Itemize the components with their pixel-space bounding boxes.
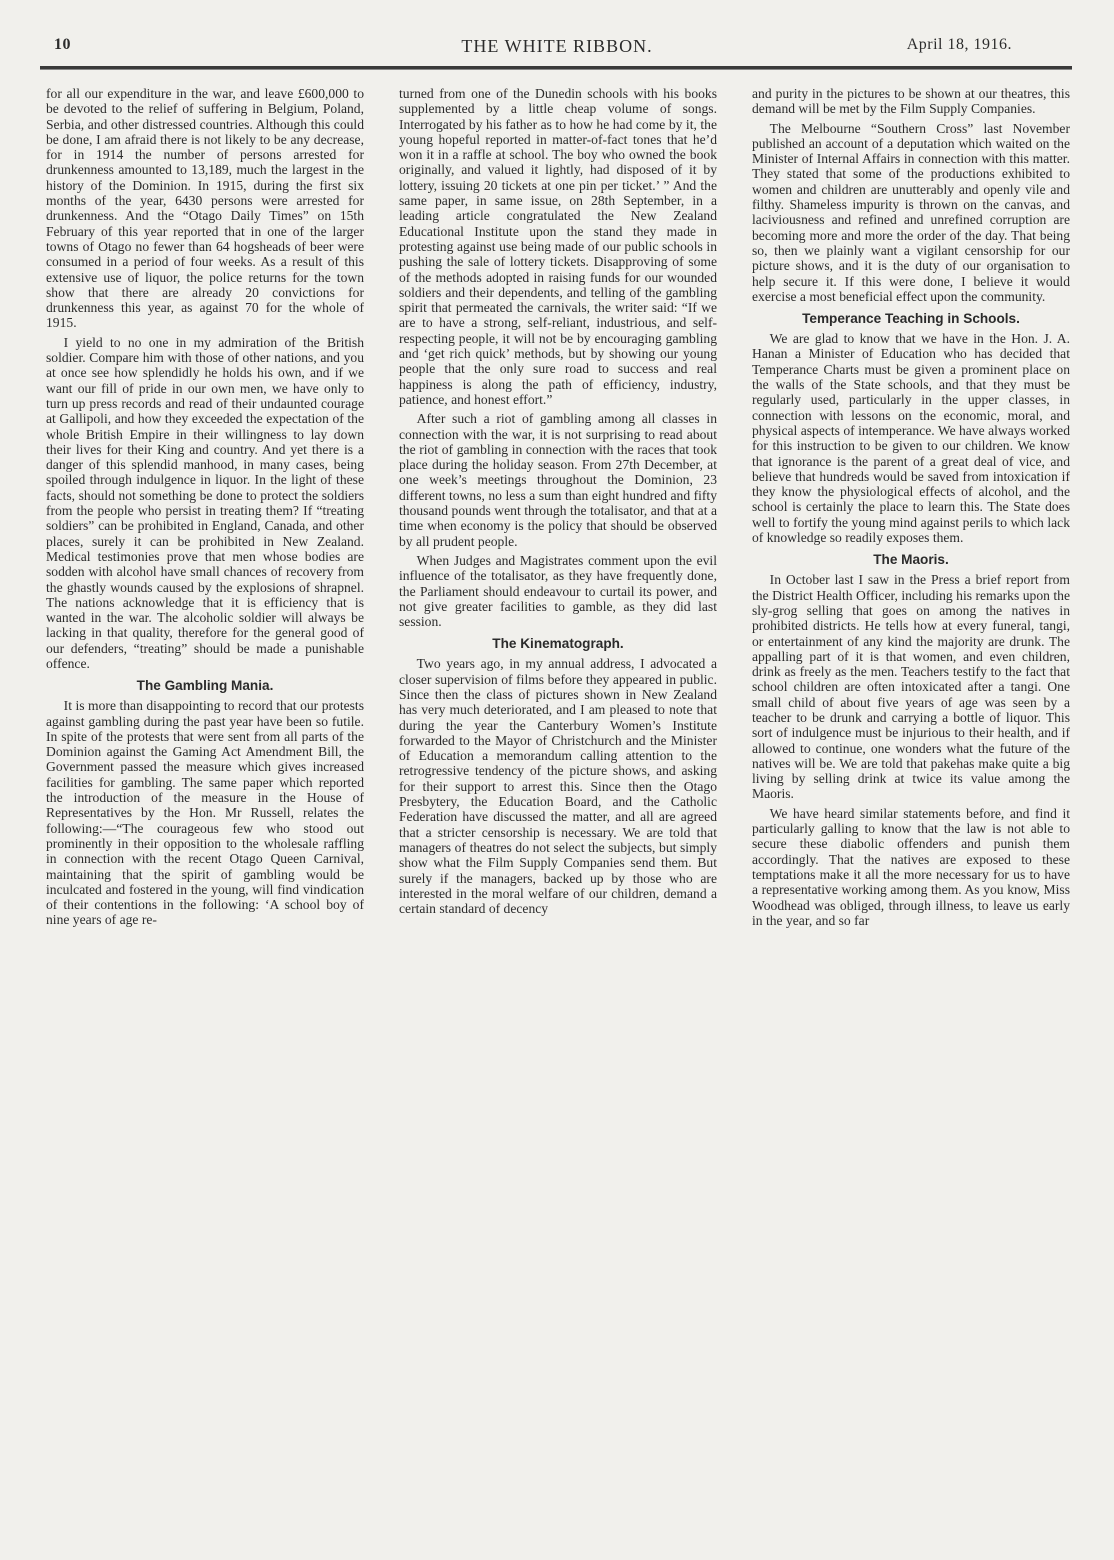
column-2 xyxy=(399,86,717,1522)
paragraph: I yield to no one in my admiration of the British soldier. Compare him with those of other nations, and you at once see how splendidly he holds his own, and if we want our fill of pride in our own men, we have only to turn up press records and read of their undaunted courage at Gallipoli, and how they exceeded the expectation of the whole British Empire in their willingness to lay down their lives for their King and country. And yet there is a danger of this splendid manhood, in many cases, being spoiled through indulgence in liquor. In the light of these facts, should not something be done to protect the soldiers from the people who persist in treating them? If “treating soldiers” can be prohibited in England, Canada, and other places, surely it can be prohibited in New Zealand. Medical testimonies prove that men whose bodies are sodden with alcohol have small chances of recovery from the ghastly wounds caused by the explosions of shrapnel. The nations acknowledge that it is efficiency that is wanted in the war. The alcoholic soldier will always be lacking in that quality, therefore for the general good of our defenders, “treating” should be made a punishable offence. xyxy=(46,334,364,671)
column-1 xyxy=(46,86,364,1522)
paragraph: The Melbourne “Southern Cross” last November published an account of a deputation which waited on the Minister of Internal Affairs in connection with this matter. They stated that some of the productions exhibited to women and children are unutterably and openly vile and filthy. Shameless impurity is thrown on the canvas, and laciviousness and refined and unrefined corruption are becoming more and more the order of the day. That being so, then we plainly want a vigilant censorship for our picture shows, and it is the duty of our organisation to help secure it. If this were done, I believe it would exercise a most beneficial effect upon the community. xyxy=(752,120,1070,304)
paragraph: for all our expenditure in the war, and leave £600,000 to be devoted to the relief of suffering in Belgium, Poland, Serbia, and other distressed countries. Although this could be done, I am afraid there is not likely to be any decrease, for in 1914 the number of persons arrested for drunkenness amounted to 13,189, much the largest in the history of the Dominion. In 1915, during the first six months of the year, 6430 persons were arrested for drunkenness. And the “Otago Daily Times” on 15th February of this year reported that in one of the larger towns of Otago no fewer than 64 hogsheads of beer were consumed in a period of four weeks. As a result of this extensive use of liquor, the police returns for the town show that there are already 20 convictions for drunkenness this year, as against 70 for the whole of 1915. xyxy=(46,86,364,331)
header-rule xyxy=(40,66,1072,70)
paragraph: Two years ago, in my annual address, I advocated a closer supervision of films before they appeared in public. Since then the class of pictures shown in New Zealand has very much deteriorated, and I am pleased to note that during the year the Canterbury Women’s Institute forwarded to the Mayor of Christchurch and the Minister of Education a memorandum calling attention to the retrogressive tendency of the picture shows, and asking for their support to arrest this. Since then the Otago Presbytery, the Education Board, and the Catholic Federation have discussed the matter, and all are agreed that a stricter censorship is necessary. We are told that managers of theatres do not select the subjects, but simply show what the Film Supply Companies send them. But surely if the managers, backed up by those who are interested in the moral welfare of our children, demand a certain standard of decency xyxy=(399,656,717,917)
section-heading-temperance: Temperance Teaching in Schools. xyxy=(802,311,1020,327)
paragraph: We have heard similar statements before, and find it particularly galling to know that the law is not able to secure these diabolic offenders and punish them accordingly. That the natives are exposed to these temptations make it all the more necessary for us to have a representative working among them. As you know, Miss Woodhead was obliged, through illness, to leave us early in the year, and so far xyxy=(752,805,1070,928)
paragraph: turned from one of the Dunedin schools with his books supplemented by a little cheap volume of songs. Interrogated by his father as to how he had come by it, the young hopeful reported in matter-of-fact tones that he’d won it in a raffle at school. The boy who owned the book originally, and valued it lightly, had disposed of it by lottery, issuing 20 tickets at one pin per ticket.’ ” And the same paper, in same issue, on 28th September, in a leading article congratulated the New Zealand Educational Institute upon the stand they made in protesting against use being made of our public schools in pushing the sale of lottery tickets. Disapproving of some of the methods adopted in raising funds for our wounded soldiers and their dependents, and telling of the gambling spirit that permeated the carnivals, the writer said: “If we are to have a strong, self-reliant, industrious, and self-respecting people, it will not be by encouraging gambling and ‘get rich quick’ methods, but by showing our young people that the only sure road to success and real happiness is along the path of efficiency, industry, patience, and honest effort.” xyxy=(399,86,717,407)
paragraph: When Judges and Magistrates comment upon the evil influence of the totalisator, as they have frequently done, the Parliament should endeavour to curtail its power, and not give greater facilities to gamble, as they did last session. xyxy=(399,552,717,630)
paragraph: It is more than disappointing to record that our protests against gambling during the past year have been so futile. In spite of the protests that were sent from all parts of the Dominion against the Gaming Act Amendment Bill, the Government passed the measure which gives increased facilities for gambling. The same paper which reported the introduction of the measure in the House of Representatives by the Hon. Mr Russell, relates the following:—“The courageous few who stood out prominently in their opposition to the wholesale raffling in connection with the recent Otago Queen Carnival, maintaining that the spirit of gambling would be inculcated and fostered in the young, will find vindication of their contentions in the following: ‘A school boy of nine years of age re- xyxy=(46,698,364,928)
issue-date: April 18, 1916. xyxy=(906,36,1012,53)
publication-title: THE WHITE RIBBON. xyxy=(461,36,653,56)
paragraph: In October last I saw in the Press a brief report from the District Health Officer, including his remarks upon the sly-grog selling that goes on among the natives in prohibited districts. He tells how at every funeral, tangi, or entertainment of any kind the majority are drunk. The appalling part of it is that women, and even children, drink as freely as the men. Teachers testify to the fact that school children are often intoxicated after a tangi. One small child of about five years of age was seen by a teacher to be drunk and carrying a bottle of liquor. This sort of indulgence must be injurious to their health, and if allowed to continue, one wonders what the future of the natives will be. We are told that pakehas make quite a big living by selling drink at twice its value among the Maoris. xyxy=(752,572,1070,802)
page-header xyxy=(40,36,1074,60)
section-heading-maoris: The Maoris. xyxy=(873,552,949,568)
column-3 xyxy=(752,86,1070,1522)
section-heading-kinematograph: The Kinematograph. xyxy=(492,636,624,652)
paragraph: After such a riot of gambling among all classes in connection with the war, it is not surprising to read about the riot of gambling in connection with the races that took place during the holiday season. From 27th December, at one week’s meetings throughout the Dominion, 23 different towns, no less a sum than eight hundred and fifty thousand pounds went through the totalisator, and that at a time when economy is the policy that should be observed by all prudent people. xyxy=(399,411,717,549)
page-number: 10 xyxy=(54,36,71,53)
paragraph: We are glad to know that we have in the Hon. J. A. Hanan a Minister of Education who has decided that Temperance Charts must be given a prominent place on the walls of the State schools, and that they must be regularly used, particularly in the upper classes, in connection with lessons on the economic, moral, and physical aspects of intemperance. We have always worked for this instruction to be given to our children. We know that ignorance is the parent of a great deal of vice, and believe that hundreds would be saved from intoxication if they know the physiological effects of alcohol, and the school is certainly the place to learn this. The State does well to fortify the young mind against perils to which lack of knowledge so readily exposes them. xyxy=(752,331,1070,546)
article-columns xyxy=(0,86,1114,1526)
paragraph: and purity in the pictures to be shown at our theatres, this demand will be met by the Film Supply Companies. xyxy=(752,86,1070,117)
section-heading-gambling: The Gambling Mania. xyxy=(136,678,274,694)
